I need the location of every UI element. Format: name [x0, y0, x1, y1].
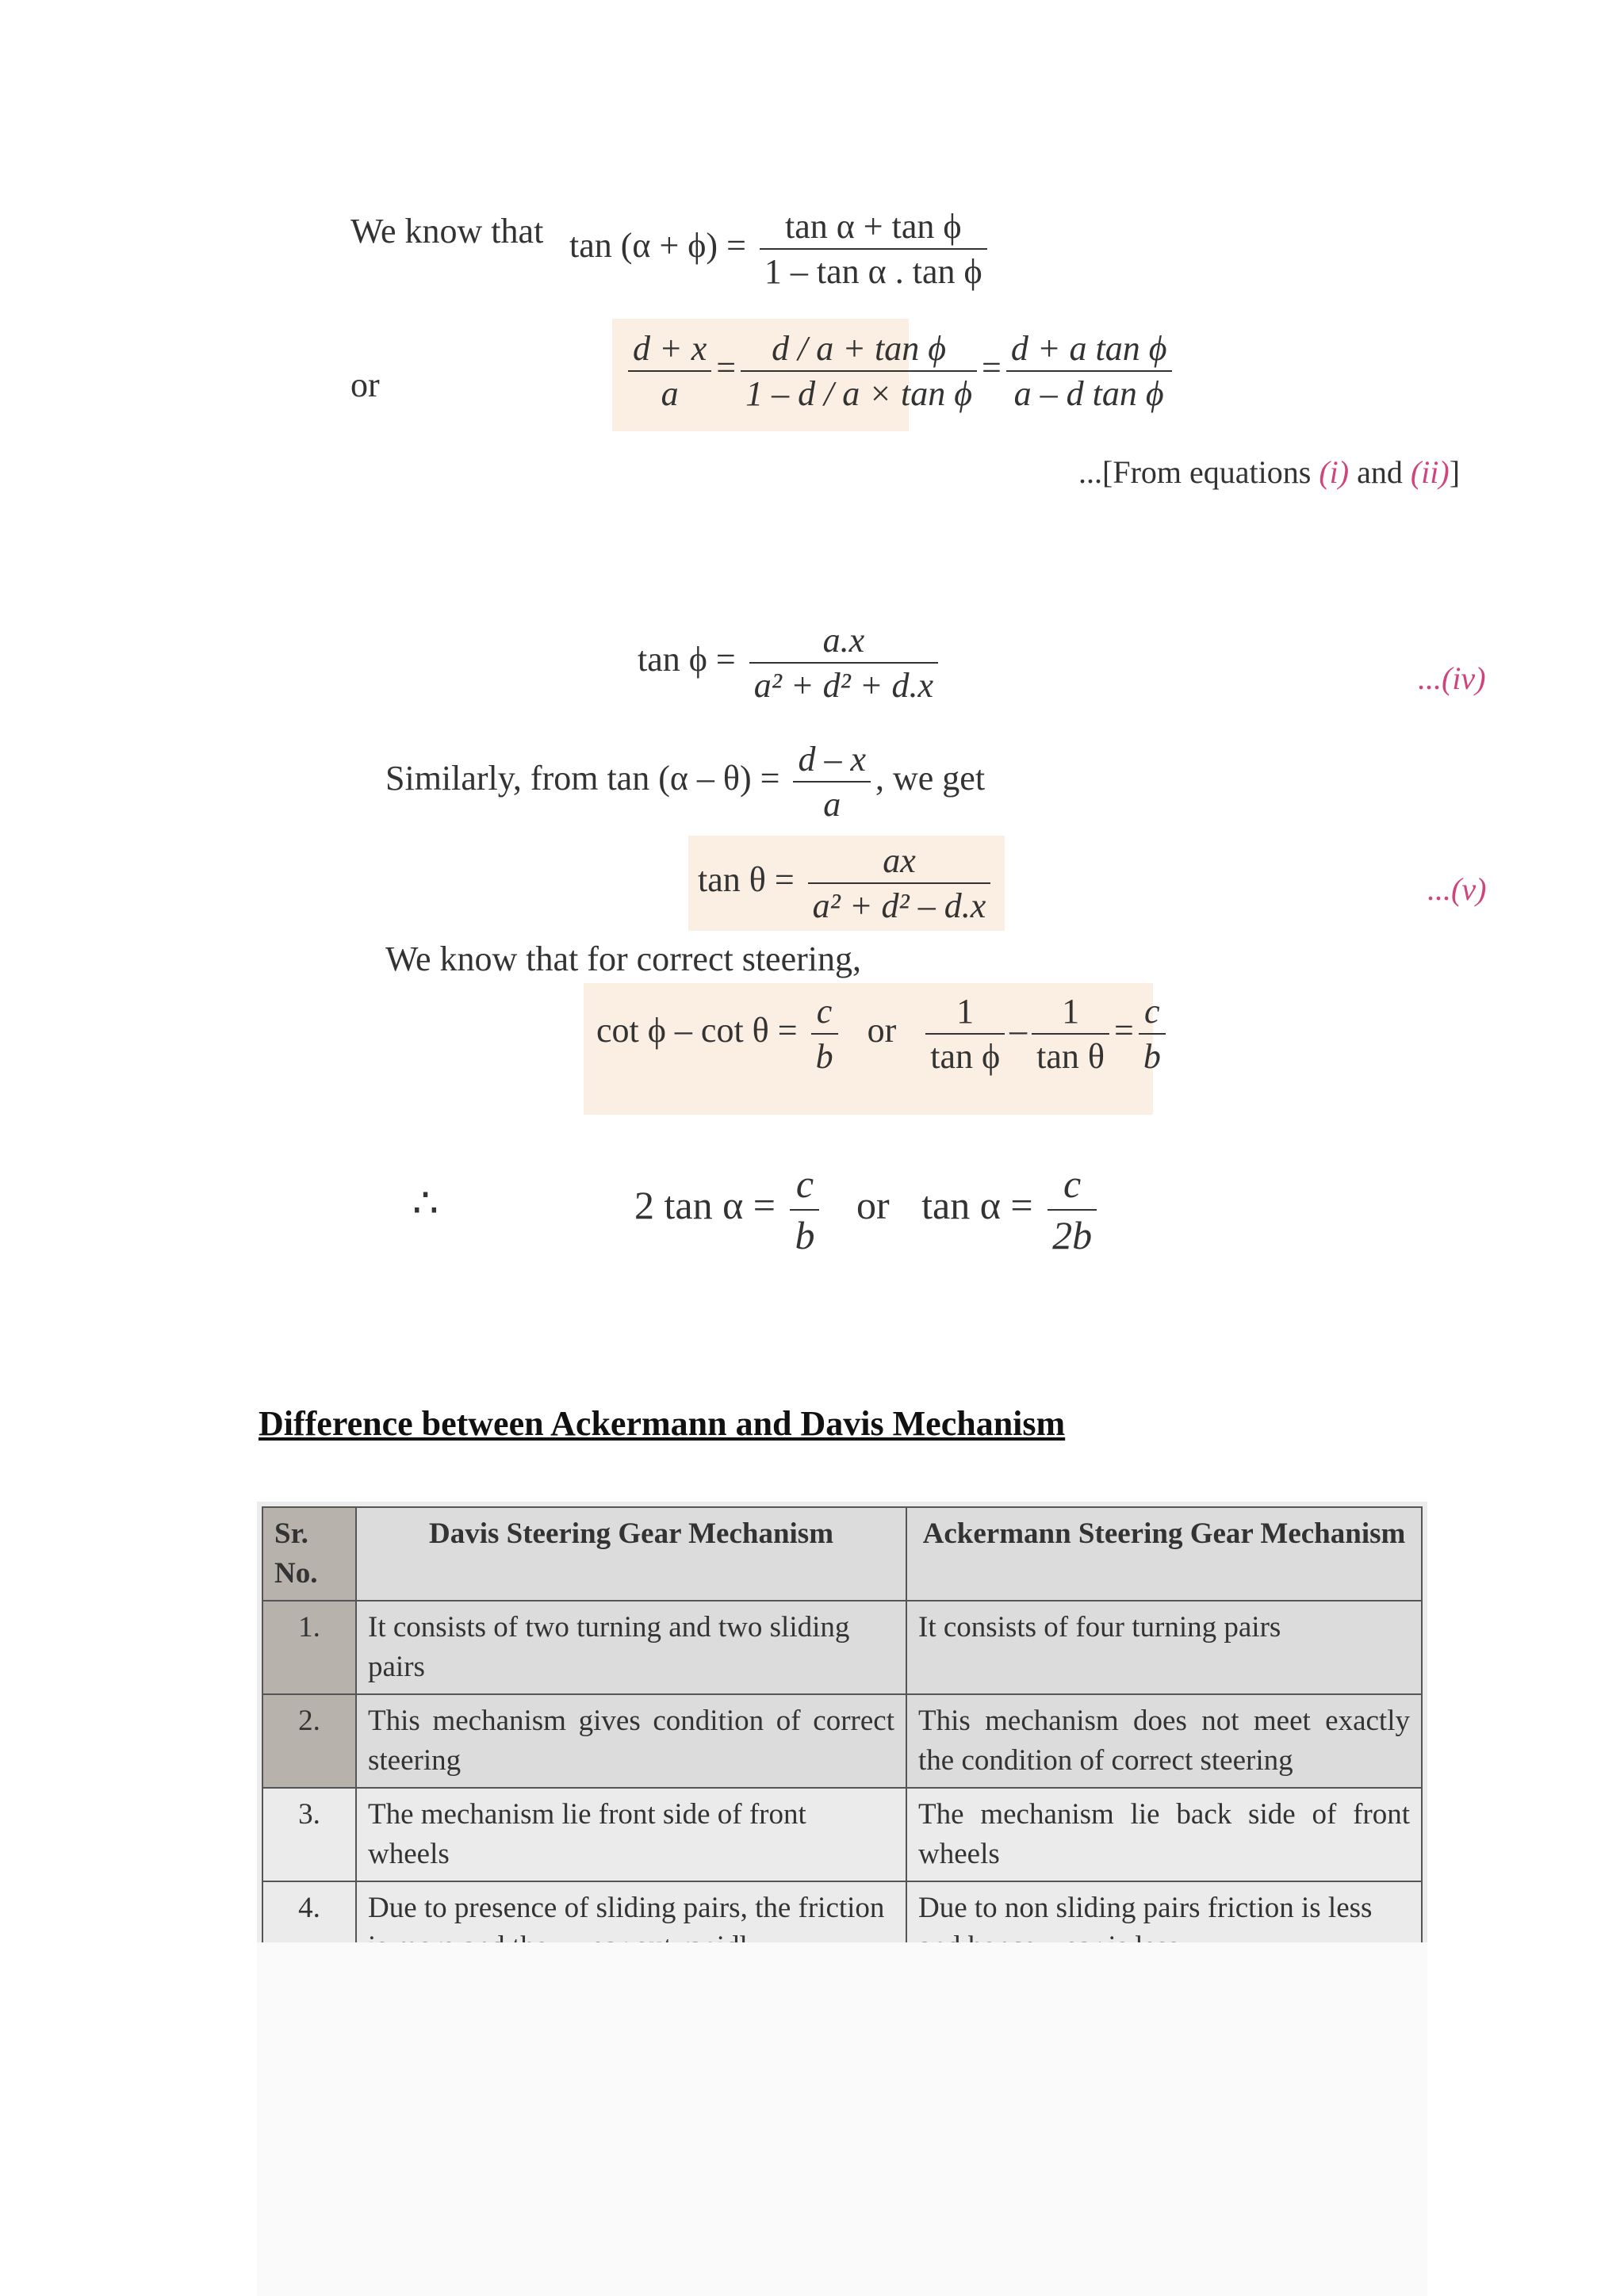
one-over-tantheta — [1032, 989, 1109, 1078]
frac1-num: d + x — [628, 327, 711, 372]
row-4-sr: 4. — [262, 1881, 356, 1975]
minus-sign: – — [1009, 1011, 1028, 1050]
tan-sum-formula — [569, 205, 992, 293]
c-2: c — [1139, 989, 1166, 1035]
header-ackermann: Ackermann Steering Gear Mechanism — [906, 1507, 1422, 1601]
tan-theta-den: a² + d² – d.x — [812, 886, 986, 925]
table-header-row — [262, 1507, 1422, 1601]
tanphi-den: tan ϕ — [930, 1037, 1001, 1076]
frac1-den: a — [661, 374, 679, 413]
row-3-ackermann: The mechanism lie back side of front wheels — [906, 1788, 1422, 1881]
tan-sum-fraction — [760, 205, 987, 293]
fraction-d-plus-atan — [1006, 327, 1172, 415]
comparison-table — [262, 1506, 1423, 1975]
label-iv-text: ...(iv) — [1418, 660, 1486, 696]
c-1: c — [811, 989, 838, 1035]
we-know-that-label: We know that — [350, 212, 544, 251]
highlighted-equation-1 — [612, 319, 1167, 431]
tan-theta-num: ax — [808, 839, 991, 884]
from-prefix: ...[From equations — [1078, 454, 1320, 490]
ref-ii: (ii) — [1410, 454, 1450, 490]
from-and: and — [1349, 454, 1411, 490]
row-3-davis: The mechanism lie front side of front wheels — [356, 1788, 906, 1881]
section-heading: Difference between Ackermann and Davis Mechanism — [259, 1404, 1066, 1443]
similarly-prefix: Similarly, from tan (α – θ) = — [385, 759, 780, 798]
b-1: b — [815, 1037, 833, 1076]
ref-i: (i) — [1319, 454, 1350, 490]
we-know-that-text — [350, 211, 543, 251]
cot-lhs: cot ϕ – cot θ = — [596, 1011, 798, 1050]
photo-background-remnant — [257, 1942, 1427, 2296]
cot-equation — [584, 983, 1161, 1115]
tan-theta-lhs: tan θ = — [698, 860, 795, 900]
b-3: b — [795, 1212, 815, 1257]
row-4-ackermann: Due to non sliding pairs friction is less — [906, 1881, 1422, 1975]
tantheta-den: tan θ — [1036, 1037, 1105, 1076]
one-over-tanphi — [925, 989, 1005, 1078]
table-row — [262, 1694, 1422, 1788]
final-equation — [634, 1159, 1101, 1260]
correct-steering-label: We know that for correct steering, — [385, 939, 861, 978]
frac3-den: a – d tan ϕ — [1013, 374, 1164, 413]
row-1-davis: It consists of two turning and two sliding pairs — [356, 1601, 906, 1694]
equation-label-iv — [1418, 660, 1486, 697]
row-2-sr: 2. — [262, 1694, 356, 1788]
similarly-suffix: , we get — [875, 759, 986, 798]
fraction-d-over-a — [741, 327, 977, 415]
table-row — [262, 1788, 1422, 1881]
from-equations-note — [1078, 453, 1460, 491]
or-2: or — [867, 1011, 897, 1050]
therefore-text: ∴ — [412, 1181, 439, 1226]
correct-steering-text — [385, 939, 861, 979]
from-suffix: ] — [1449, 454, 1461, 490]
row-2-ackermann: This mechanism does not meet exactly the condition of correct steering — [906, 1694, 1422, 1788]
row-2-davis: This mechanism gives condition of correct steering — [356, 1694, 906, 1788]
row-1-sr: 1. — [262, 1601, 356, 1694]
tan-sum-lhs: tan (α + ϕ) = — [569, 226, 746, 266]
therefore-symbol — [412, 1180, 439, 1227]
one-1: 1 — [925, 989, 1005, 1035]
eq-sign-2: = — [981, 348, 1002, 388]
tan-phi-fraction — [749, 618, 938, 707]
tan-sum-denominator: 1 – tan α . tan ϕ — [764, 252, 982, 291]
c-3: c — [790, 1159, 819, 1211]
tan-alpha: tan α = — [921, 1182, 1033, 1227]
c-over-b-2 — [1139, 989, 1166, 1078]
c-over-b-1 — [811, 989, 838, 1078]
tan-phi-den: a² + d² + d.x — [753, 666, 934, 705]
two-tan-alpha: 2 tan α = — [634, 1182, 776, 1227]
comparison-table-photo — [257, 1502, 1427, 1942]
one-2: 1 — [1032, 989, 1109, 1035]
b-2: b — [1143, 1037, 1161, 1076]
eq-sign-1: = — [716, 348, 737, 388]
frac3-num: d + a tan ϕ — [1006, 327, 1172, 372]
final-c-over-b — [790, 1159, 819, 1260]
tan-phi-num: a.x — [749, 618, 938, 664]
tan-phi-equation — [638, 618, 943, 707]
row-4-davis: Due to presence of sliding pairs, the friction — [356, 1881, 906, 1975]
or-text: or — [350, 365, 380, 404]
or-label — [350, 365, 380, 405]
frac2-num: d / a + tan ϕ — [741, 327, 977, 372]
tan-theta-fraction — [808, 839, 991, 928]
eq-sign-3: = — [1113, 1011, 1134, 1050]
header-sr-no: Sr. No. — [262, 1507, 356, 1601]
table-row — [262, 1601, 1422, 1694]
c-4: c — [1048, 1159, 1097, 1211]
header-davis: Davis Steering Gear Mechanism — [356, 1507, 906, 1601]
tan-theta-equation — [688, 836, 1005, 931]
row-3-sr: 3. — [262, 1788, 356, 1881]
final-c-over-2b — [1048, 1159, 1097, 1260]
equation-label-v — [1427, 871, 1486, 908]
tan-sum-numerator: tan α + tan ϕ — [760, 205, 987, 250]
two-b: 2b — [1052, 1212, 1093, 1257]
similarly-line — [385, 737, 985, 826]
or-3: or — [856, 1182, 890, 1227]
frac2-den: 1 – d / a × tan ϕ — [745, 374, 972, 413]
similarly-num: d – x — [793, 737, 871, 783]
similarly-den: a — [823, 785, 841, 824]
fraction-d-plus-x — [628, 327, 711, 415]
label-v-text: ...(v) — [1427, 871, 1487, 907]
row-1-ackermann: It consists of four turning pairs — [906, 1601, 1422, 1694]
similarly-fraction — [793, 737, 871, 826]
tan-phi-lhs: tan ϕ = — [638, 640, 736, 679]
